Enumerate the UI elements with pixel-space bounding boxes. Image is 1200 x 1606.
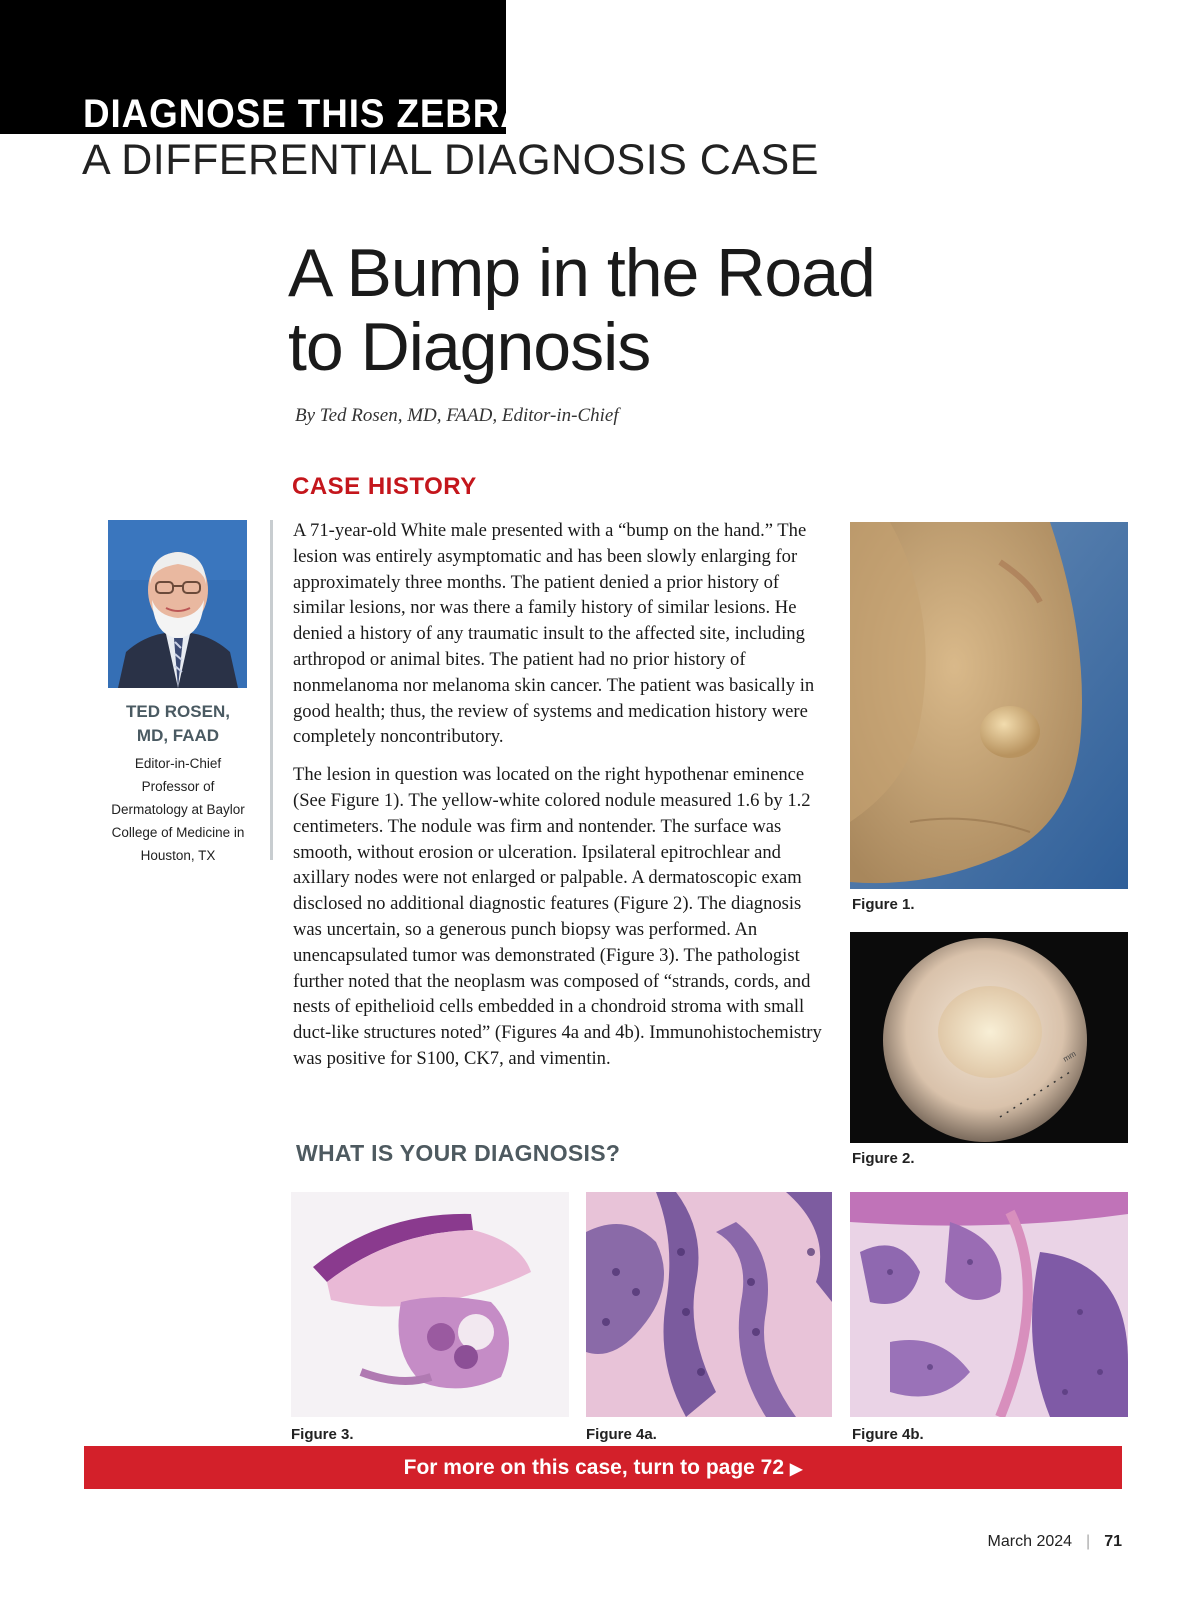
figure-3-image (291, 1192, 569, 1417)
figure-2-image (850, 932, 1128, 1143)
author-bio (98, 700, 258, 867)
case-history-heading: CASE HISTORY (292, 473, 477, 500)
author-name-line-1: TED ROSEN, (126, 702, 230, 721)
body-paragraph: A 71-year-old White male presented with a “bump on the hand.” The lesion was entirely asymptomatic and has been slowly enlarging for approximately three months. The patient denied a prior history of similar lesions, nor was there a family history of similar lesions. He denied a history of any traumatic insult to the affected site, including arthropod or animal bites. The patient had no prior history of nonmelanoma nor melanoma skin cancer. The patient was basically in good health; thus, the review of systems and medication history were completely noncontributory. (293, 520, 815, 748)
author-desc-line: Dermatology at Baylor (111, 802, 245, 817)
figure-4b-image (850, 1192, 1128, 1417)
figure-4a-image (586, 1192, 832, 1417)
page-footer (988, 1533, 1122, 1551)
figure-1-caption: Figure 1. (852, 896, 915, 913)
body-paragraph: The lesion in question was located on the right hypothenar eminence (See Figure 1). The yellow-white colored nodule measured 1.6 by 1.2 centimeters. The nodule was firm and nontender. The surface was smooth, without erosion or ulceration. Ipsilateral epitrochlear and axillary nodes were not enlarged or palpable. A dermatoscopic exam disclosed no additional diagnostic features (Figure 2). The diagnosis was uncertain, so a generous punch biopsy was performed. An unencapsulated tumor was demonstrated (Figure 3). The pathologist further noted that the neoplasm was composed of “strands, cords, and nests of epithelioid cells embedded in a chondroid stroma with small duct-like structures noted” (Figures 4a and 4b). Immunohistochemistry was positive for S100, CK7, and vimentin. (293, 764, 822, 1069)
issue-date: March 2024 (987, 1533, 1073, 1550)
vertical-divider (270, 520, 273, 860)
byline: By Ted Rosen, MD, FAAD, Editor-in-Chief (295, 405, 619, 426)
author-name-line-2: MD, FAAD (136, 726, 220, 745)
continue-reading-label: For more on this case, turn to page 72 (403, 1456, 785, 1479)
histology-high-power-4a (586, 1192, 832, 1417)
author-name (98, 700, 258, 748)
author-desc-line: College of Medicine in (111, 825, 245, 840)
author-photo-illustration (108, 520, 247, 688)
author-desc-line: Editor-in-Chief (134, 756, 222, 771)
diagnosis-question: WHAT IS YOUR DIAGNOSIS? (296, 1140, 621, 1166)
histology-medium-power-4b (850, 1192, 1128, 1417)
dermatoscopy-photo (850, 932, 1128, 1143)
article-title (288, 236, 875, 384)
figure-3-caption: Figure 3. (291, 1426, 354, 1443)
author-desc-line: Professor of (141, 779, 215, 794)
page-number: 71 (1104, 1533, 1122, 1550)
figure-1-image (850, 522, 1128, 889)
article-title-line-2: to Diagnosis (288, 309, 651, 385)
continue-reading-banner[interactable] (84, 1446, 1122, 1489)
figure-4a-caption: Figure 4a. (586, 1426, 657, 1443)
ruler-label: mm (1061, 1049, 1078, 1064)
author-description (98, 752, 258, 867)
article-title-line-1: A Bump in the Road (288, 235, 875, 311)
department-kicker: DIAGNOSE THIS ZEBRA (83, 92, 528, 136)
figure-4b-caption: Figure 4b. (852, 1426, 924, 1443)
play-arrow-icon: ▶ (790, 1461, 803, 1478)
hand-nodule-photo (850, 522, 1128, 889)
department-subkicker: A DIFFERENTIAL DIAGNOSIS CASE (82, 136, 819, 184)
figure-2-caption: Figure 2. (852, 1150, 915, 1167)
article-body (293, 518, 833, 1084)
footer-separator: | (1086, 1533, 1091, 1550)
histology-low-power (291, 1192, 569, 1417)
author-desc-line: Houston, TX (140, 848, 216, 863)
author-photo (108, 520, 247, 688)
